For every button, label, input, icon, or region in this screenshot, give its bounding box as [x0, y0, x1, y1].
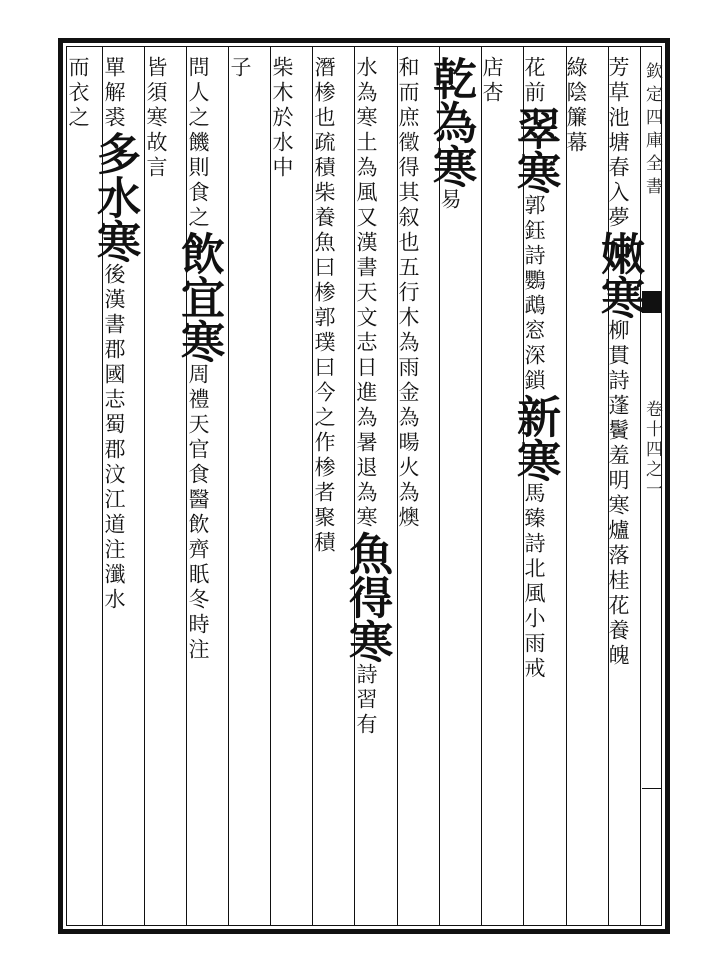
column-rule: [228, 46, 229, 926]
column-rule: [270, 46, 271, 926]
text-column: [558, 56, 594, 918]
commentary-text: 潛椮也疏積柴養魚曰椮郭璞曰今之作椮者聚積: [312, 56, 336, 556]
commentary-text: 花前: [522, 56, 546, 106]
commentary-text: 綠陰簾幕: [564, 56, 588, 156]
entry-heading: 新寒: [509, 394, 560, 482]
commentary-text: 周禮天官食醫飲齊眂冬時注: [186, 363, 210, 663]
entry-heading: 嫩寒: [593, 231, 644, 319]
entry-heading: 乾為寒: [425, 56, 476, 188]
entry-heading: 魚得寒: [341, 531, 392, 663]
commentary-text: 易: [438, 188, 462, 213]
column-rule: [608, 46, 609, 926]
commentary-text: 而衣之: [66, 56, 90, 131]
commentary-text: 郭鈺詩鸚鵡窓深鎖: [522, 194, 546, 394]
commentary-text: 皆須寒故言: [144, 56, 168, 181]
commentary-text: 子: [228, 56, 252, 81]
commentary-text: 柳貫詩蓬鬢羞明寒爐落桂花養魄: [606, 319, 630, 669]
entry-heading: 多水寒: [89, 131, 140, 263]
commentary-text: 問人之饑則食之: [186, 56, 210, 231]
column-rule: [102, 46, 103, 926]
commentary-text: 和而庶徵得其叙也五行木為雨金為暘火為燠: [396, 56, 420, 531]
commentary-text: 馬臻詩北風小雨戒: [522, 482, 546, 682]
text-column: [593, 56, 644, 918]
commentary-text: 柴木於水中: [270, 56, 294, 181]
commentary-text: 芳草池塘春入夢: [606, 56, 630, 231]
column-rule: [481, 46, 482, 926]
column-rule: [397, 46, 398, 926]
commentary-text: 店杏: [480, 56, 504, 106]
gutter-rule: [642, 788, 662, 789]
commentary-text: 詩習有: [354, 663, 378, 738]
column-rule: [354, 46, 355, 926]
text-column: [425, 56, 476, 918]
entry-heading: 翠寒: [509, 106, 560, 194]
fishtail-mark-icon: [642, 291, 662, 313]
column-rule: [566, 46, 567, 926]
column-rule: [523, 46, 524, 926]
text-column: [60, 56, 96, 918]
text-column: [474, 56, 510, 918]
commentary-text: 單解裘: [102, 56, 126, 131]
column-rule: [186, 46, 187, 926]
entry-heading: 飲宜寒: [173, 231, 224, 363]
margin-book-title: 欽定四庫全書: [642, 62, 662, 200]
commentary-text: 水為寒土為風又漢書天文志日進為暑退為寒: [354, 56, 378, 531]
commentary-text: 後漢書郡國志蜀郡汶江道注瀸水: [102, 263, 126, 613]
text-column: [390, 56, 426, 918]
margin-volume: 卷十四之一: [642, 400, 662, 500]
column-rule: [144, 46, 145, 926]
column-rule: [439, 46, 440, 926]
column-rule: [312, 46, 313, 926]
text-column: [509, 56, 560, 918]
